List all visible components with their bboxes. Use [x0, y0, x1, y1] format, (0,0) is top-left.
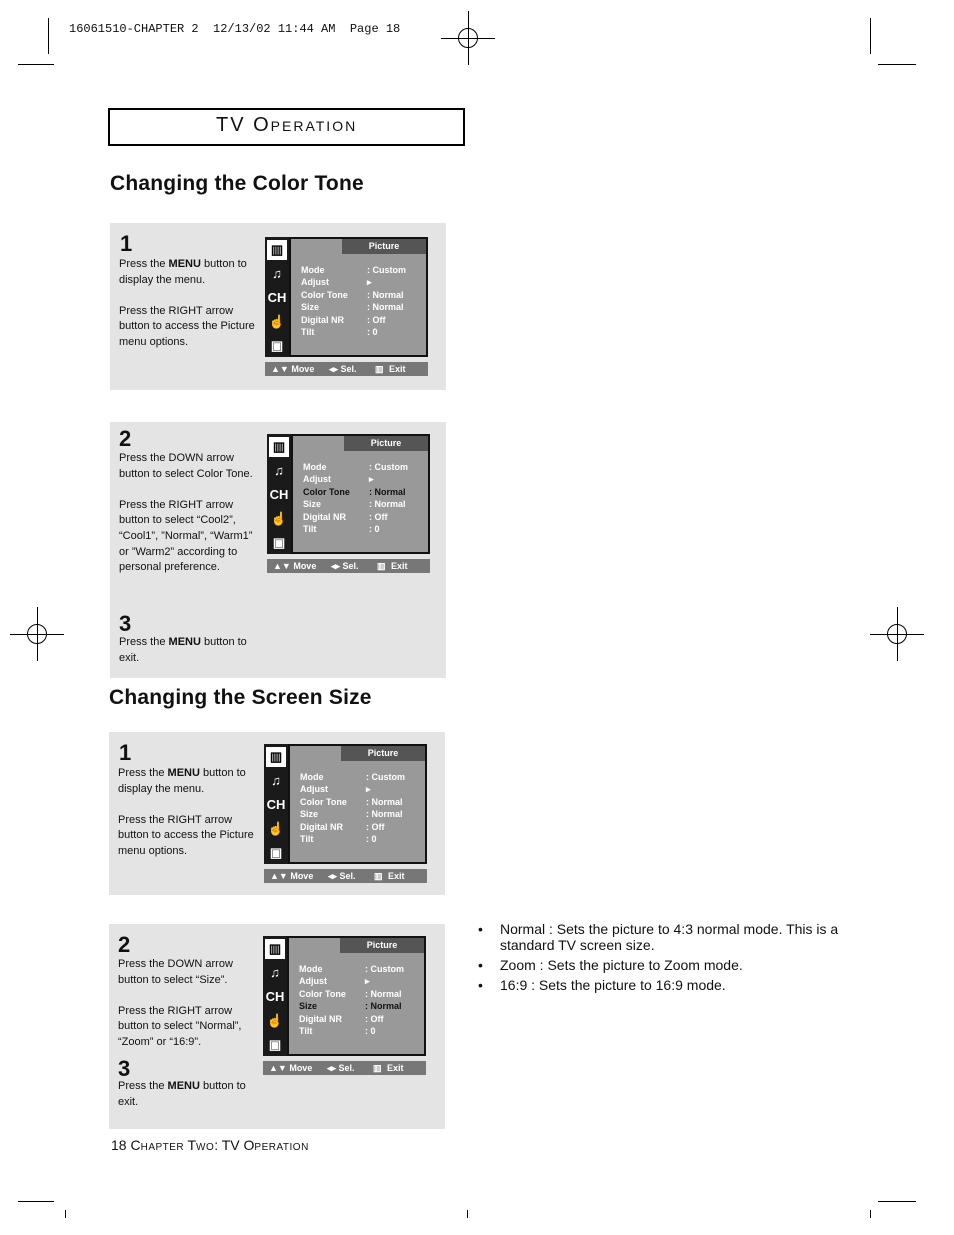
heading-color-tone: Changing the Color Tone — [110, 172, 364, 195]
input-icon: ▣ — [270, 338, 284, 353]
channel-icon: CH — [265, 989, 285, 1004]
step-instructions: Press the MENU button to display the menu. Press the RIGHT arrow button to access the Picture menu options. — [118, 767, 254, 857]
menu-row: Tilt : 0 — [300, 834, 377, 844]
input-icon: ▣ — [272, 535, 286, 550]
step-number: 1 — [120, 231, 133, 256]
size-options-list — [478, 921, 840, 997]
menu-row: Size : Normal — [299, 1001, 402, 1012]
menu-icon-column — [264, 744, 288, 864]
menu-row: Color Tone : Normal — [299, 988, 402, 999]
menu-icon-column — [267, 434, 291, 554]
picture-icon: ▥ — [269, 437, 289, 457]
picture-icon: ▥ — [265, 939, 285, 959]
menu-row: Tilt : 0 — [301, 327, 378, 337]
menu-help-bar: ▲▼ Move ◂▸ Sel. ▥ Exit — [264, 869, 427, 883]
menu-tab: Picture — [342, 239, 426, 254]
list-item: • Normal : Sets the picture to 4:3 normal mode. This is a standard TV screen size. — [478, 921, 840, 953]
crop-mark — [878, 1201, 916, 1202]
menu-row: Adjust ▸ — [303, 474, 374, 485]
crop-mark — [18, 64, 54, 65]
menu-screen — [288, 744, 427, 864]
sound-icon: ♫ — [271, 773, 281, 788]
step-number: 3 — [119, 611, 132, 636]
menu-row: Size : Normal — [301, 302, 404, 313]
tv-menu-screenshot — [263, 936, 426, 1076]
heading-screen-size: Changing the Screen Size — [109, 686, 372, 709]
crop-mark — [878, 64, 916, 65]
menu-row: Color Tone : Normal — [303, 486, 406, 497]
menu-icon-column — [263, 936, 287, 1056]
menu-row: Adjust ▸ — [299, 976, 370, 987]
picture-icon: ▥ — [267, 240, 287, 260]
menu-help-bar: ▲▼ Move ◂▸ Sel. ▥ Exit — [267, 559, 430, 573]
crop-mark — [65, 1210, 66, 1218]
registration-mark — [27, 624, 47, 644]
menu-row: Adjust ▸ — [301, 277, 372, 288]
step-number: 2 — [118, 932, 131, 957]
setup-icon: ☝ — [266, 1013, 284, 1028]
sound-icon: ♫ — [272, 266, 282, 281]
menu-icon-column — [265, 237, 289, 357]
channel-icon: CH — [266, 797, 286, 812]
setup-icon: ☝ — [267, 821, 285, 836]
menu-tab: Picture — [344, 436, 428, 451]
step-number: 1 — [119, 740, 132, 765]
list-item: • 16:9 : Sets the picture to 16:9 mode. — [478, 977, 840, 993]
menu-row: Tilt : 0 — [299, 1026, 376, 1036]
crop-mark — [467, 1210, 468, 1218]
page-number: 18 — [111, 1137, 127, 1153]
menu-tab: Picture — [340, 938, 424, 953]
menu-row: Digital NR : Off — [301, 314, 386, 325]
exit-icon: ▥ — [377, 561, 386, 571]
menu-row: Digital NR : Off — [300, 821, 385, 832]
page-footer — [111, 1137, 309, 1153]
crop-mark — [18, 1201, 54, 1202]
input-icon: ▣ — [269, 845, 283, 860]
step-instructions: Press the MENU button to exit. — [119, 636, 247, 664]
step-number: 3 — [118, 1056, 131, 1081]
menu-screen — [287, 936, 426, 1056]
exit-icon: ▥ — [373, 1063, 382, 1073]
print-slug: 16061510-CHAPTER 2 12/13/02 11:44 AM Page 18 — [69, 22, 401, 36]
exit-icon: ▥ — [374, 871, 383, 881]
menu-row: Adjust ▸ — [300, 784, 371, 795]
step-instructions: Press the MENU button to display the menu. Press the RIGHT arrow button to access the Picture menu options. — [119, 258, 255, 348]
step-instructions: Press the DOWN arrow button to select “Size”. Press the RIGHT arrow button to select ”Normal”, “Zoom” or “16:9”. — [118, 958, 242, 1048]
step-instructions: Press the MENU button to exit. — [118, 1080, 246, 1108]
crop-mark — [870, 18, 871, 54]
menu-screen — [289, 237, 428, 357]
registration-mark — [458, 28, 478, 48]
channel-icon: CH — [269, 487, 289, 502]
sound-icon: ♫ — [274, 463, 284, 478]
menu-row: Mode : Custom — [299, 964, 404, 974]
sound-icon: ♫ — [270, 965, 280, 980]
menu-row: Size : Normal — [300, 809, 403, 820]
menu-tab: Picture — [341, 746, 425, 761]
exit-icon: ▥ — [375, 364, 384, 374]
registration-mark — [887, 624, 907, 644]
picture-icon: ▥ — [266, 747, 286, 767]
crop-mark — [870, 1210, 871, 1218]
chapter-label: CHAPTER TWO: TV OPERATION — [130, 1137, 309, 1153]
menu-screen — [291, 434, 430, 554]
menu-row: Tilt : 0 — [303, 524, 380, 534]
setup-icon: ☝ — [270, 511, 288, 526]
menu-row: Size : Normal — [303, 499, 406, 510]
menu-row: Mode : Custom — [303, 462, 408, 472]
input-icon: ▣ — [268, 1037, 282, 1052]
menu-row: Mode : Custom — [301, 265, 406, 275]
section-title: TV OPERATION — [216, 114, 358, 136]
menu-row: Digital NR : Off — [303, 511, 388, 522]
menu-help-bar: ▲▼ Move ◂▸ Sel. ▥ Exit — [263, 1061, 426, 1075]
step-number: 2 — [119, 426, 132, 451]
setup-icon: ☝ — [268, 314, 286, 329]
menu-row: Mode : Custom — [300, 772, 405, 782]
menu-row: Color Tone : Normal — [300, 796, 403, 807]
menu-row: Digital NR : Off — [299, 1013, 384, 1024]
tv-menu-screenshot — [267, 434, 430, 574]
list-item: • Zoom : Sets the picture to Zoom mode. — [478, 957, 840, 973]
menu-help-bar: ▲▼ Move ◂▸ Sel. ▥ Exit — [265, 362, 428, 376]
menu-row: Color Tone : Normal — [301, 289, 404, 300]
step-instructions: Press the DOWN arrow button to select Color Tone. Press the RIGHT arrow button to select “Cool2”, “Cool1”, ”Normal”, “Warm1” or ”Warm2” according to personal preference. — [119, 452, 253, 574]
channel-icon: CH — [267, 290, 287, 305]
tv-menu-screenshot — [265, 237, 428, 377]
tv-menu-screenshot — [264, 744, 427, 884]
crop-mark — [48, 18, 49, 54]
